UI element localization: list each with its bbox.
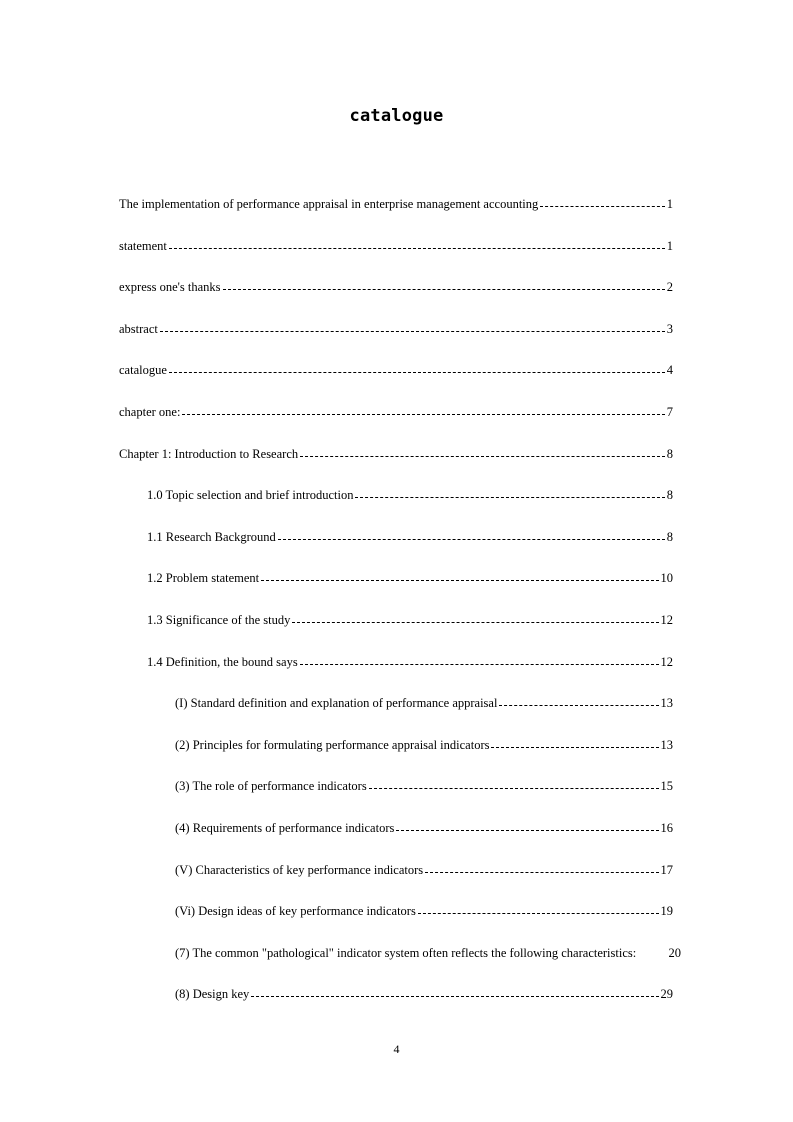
toc-entry-leader xyxy=(169,371,665,373)
toc-entry-page: 8 xyxy=(666,446,673,461)
toc-entry[interactable] xyxy=(175,986,673,1002)
toc-entry-page: 13 xyxy=(660,737,673,752)
toc-entry-page: 7 xyxy=(666,405,673,419)
toc-entry-label: (V) Characteristics of key performance indicators xyxy=(175,862,424,877)
toc-entry-page: 2 xyxy=(666,280,673,295)
toc-entry-label: (8) Design key xyxy=(175,987,250,1002)
toc-entry-label: 1.3 Significance of the study xyxy=(147,613,291,627)
toc-entry[interactable] xyxy=(147,612,673,628)
toc-entry-leader xyxy=(425,871,658,873)
toc-entry-page: 16 xyxy=(660,821,673,835)
toc-entry[interactable] xyxy=(175,778,673,794)
toc-entry-leader xyxy=(396,829,658,831)
toc-entry-leader xyxy=(300,455,665,457)
toc-entry-leader xyxy=(491,746,658,748)
toc-entry-page: 15 xyxy=(660,779,673,794)
toc-entry-label: abstract xyxy=(119,321,158,336)
toc-entry[interactable] xyxy=(119,196,673,212)
toc-entry-label: (7) The common "pathological" indicator system often reflects the following characteristics: xyxy=(175,945,637,960)
toc-entry-label: chapter one: xyxy=(119,405,181,419)
toc-entry-leader xyxy=(499,704,658,706)
toc-entry-leader xyxy=(540,205,664,207)
toc-entry-leader xyxy=(300,663,659,665)
toc-entry-leader xyxy=(169,247,665,249)
toc-entry-label: (4) Requirements of performance indicators xyxy=(175,821,395,835)
toc-entry-page: 19 xyxy=(660,904,673,919)
toc-entry-label: 1.4 Definition, the bound says xyxy=(147,654,298,669)
toc-entry[interactable] xyxy=(119,238,673,254)
toc-entry-label: 1.2 Problem statement xyxy=(147,571,260,586)
toc-entry-page: 4 xyxy=(666,363,673,378)
toc-entry-label: catalogue xyxy=(119,363,167,378)
toc-entry-page: 12 xyxy=(660,613,673,627)
toc-entry-leader xyxy=(261,579,658,581)
toc-entry-leader xyxy=(355,496,664,498)
toc-entry[interactable] xyxy=(119,321,673,337)
toc-entry-label: (Vi) Design ideas of key performance indicators xyxy=(175,904,416,919)
toc-entry-label: express one's thanks xyxy=(119,280,221,295)
toc-entry-leader xyxy=(278,538,665,540)
toc-entry-label: 1.1 Research Background xyxy=(147,529,276,544)
page-title: catalogue xyxy=(349,106,444,126)
toc-entry-label: (I) Standard definition and explanation of performance appraisal xyxy=(175,696,498,711)
toc-entry[interactable] xyxy=(119,404,673,420)
toc-entry[interactable] xyxy=(147,570,673,586)
toc-entry[interactable] xyxy=(175,945,681,961)
toc-entry[interactable] xyxy=(175,862,673,878)
toc-entry[interactable] xyxy=(175,737,673,753)
toc-entry-page: 17 xyxy=(660,862,673,877)
toc-entry[interactable] xyxy=(147,654,673,670)
toc-entry-leader xyxy=(223,288,665,290)
toc-entry-page: 1 xyxy=(666,197,673,211)
toc-entry-page: 13 xyxy=(660,696,673,711)
toc-entry-page: 12 xyxy=(660,654,673,669)
toc-entry-leader xyxy=(182,413,664,415)
toc-entry-page: 8 xyxy=(666,488,673,503)
toc-entry[interactable] xyxy=(119,362,673,378)
toc-entry[interactable] xyxy=(175,903,673,919)
toc-entry-label: (2) Principles for formulating performance appraisal indicators xyxy=(175,737,490,752)
toc-entry[interactable] xyxy=(175,820,673,836)
toc-entry-label: (3) The role of performance indicators xyxy=(175,779,367,794)
toc-entry-leader xyxy=(292,621,658,623)
toc-entry[interactable] xyxy=(119,446,673,462)
toc-entry-label: statement xyxy=(119,238,167,253)
toc-entry-page: 10 xyxy=(660,571,673,586)
toc-entry-leader xyxy=(418,912,659,914)
page-number: 4 xyxy=(393,1042,400,1056)
toc-entry-page: 8 xyxy=(666,529,673,544)
toc-entry-leader xyxy=(369,787,659,789)
toc-entry-page: 3 xyxy=(666,321,673,336)
toc-entry-label: Chapter 1: Introduction to Research xyxy=(119,446,299,461)
toc-entry-label: 1.0 Topic selection and brief introduction xyxy=(147,488,354,503)
toc-entry-leader xyxy=(160,330,665,332)
toc-entry[interactable] xyxy=(119,279,673,295)
toc-entry-page: 20 xyxy=(668,945,681,960)
toc-entry-label: The implementation of performance appraisal in enterprise management accounting xyxy=(119,197,539,211)
toc-entry[interactable] xyxy=(175,695,673,711)
toc-entry-page: 29 xyxy=(660,987,673,1002)
toc-entry-leader xyxy=(251,995,658,997)
toc-entry-page: 1 xyxy=(666,238,673,253)
toc-entry[interactable] xyxy=(147,487,673,503)
toc-entry[interactable] xyxy=(147,529,673,545)
